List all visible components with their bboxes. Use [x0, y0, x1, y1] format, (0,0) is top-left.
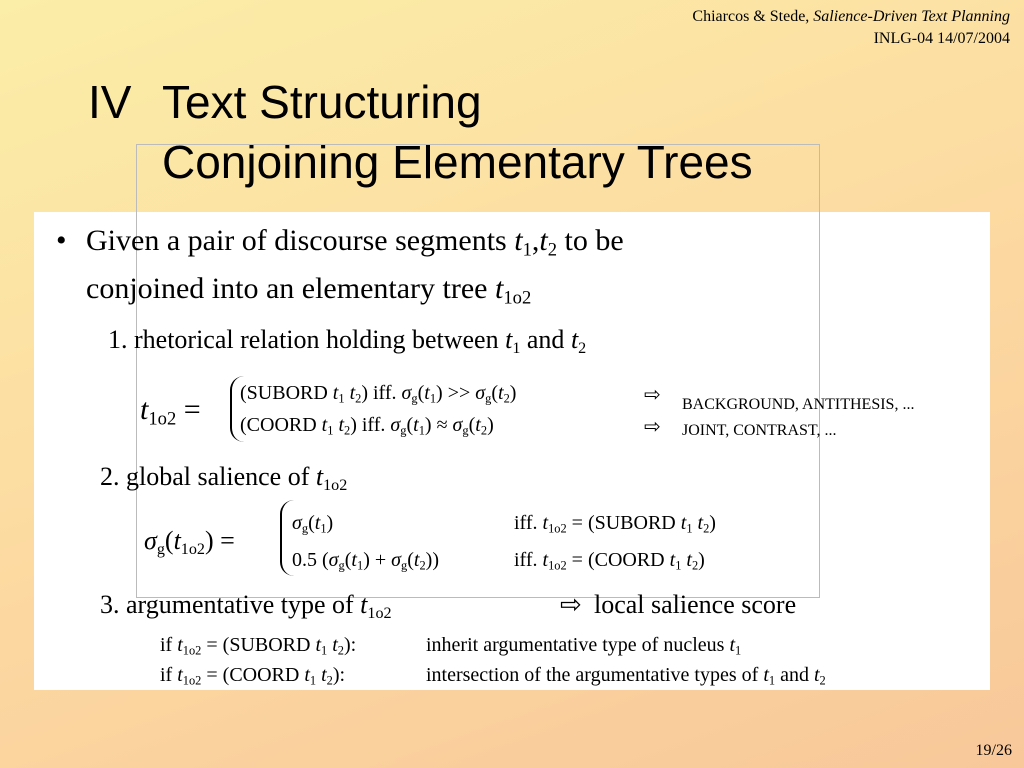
bullet-line-1: Given a pair of discourse segments $t_1,t_2$ to be: [86, 224, 624, 261]
header-venue: INLG-04 14/07/2004: [873, 30, 1010, 47]
formula2-row-2-right: iff. $t_{1o2}$ = (COORD $t_1$ $t_2$): [514, 549, 705, 573]
item-3: 3. argumentative type of $t_{1o2}$: [100, 590, 392, 622]
header-paper-title: Salience-Driven Text Planning: [813, 8, 1010, 25]
title-line-1: Text Structuring: [162, 76, 482, 128]
formula1-lhs: $t_{1o2}$ =: [140, 393, 201, 430]
title-line-2: Conjoining Elementary Trees: [162, 136, 753, 188]
formula2-row-1-right: iff. $t_{1o2}$ = (SUBORD $t_1$ $t_2$): [514, 512, 716, 536]
rule-2-condition: if $t_{1o2}$ = (COORD $t_1$ $t_2$):: [160, 664, 346, 688]
header-authors: Chiarcos & Stede,: [692, 8, 810, 25]
item-1: 1. rhetorical relation holding between $t_1$ and $t_2$: [108, 325, 587, 357]
formula1-row-1: (SUBORD $t_1$ $t_2$) iff. $\sigma_g(t_1) >> \sigma_g(t_2)$: [240, 382, 517, 406]
page-number: 19/26: [975, 742, 1012, 759]
arrow-icon: ⇨: [560, 590, 582, 619]
formula1-result-1: BACKGROUND, ANTITHESIS, ...: [682, 396, 915, 413]
rule-1-text: inherit argumentative type of nucleus $t_1$: [426, 634, 742, 658]
arrow-icon: ⇨: [644, 384, 661, 406]
formula2-row-2-left: 0.5 $(\sigma_g(t_1) + \sigma_g(t_2))$: [292, 549, 439, 573]
formula1-row-2: (COORD $t_1$ $t_2$) iff. $\sigma_g(t_1) \approx \sigma_g(t_2)$: [240, 414, 494, 438]
rule-2-text: intersection of the argumentative types of $t_1$ and $t_2$: [426, 664, 826, 688]
item-2: 2. global salience of $t_{1o2}$: [100, 462, 348, 494]
slide-header: [692, 6, 1010, 50]
formula1-result-2: JOINT, CONTRAST, ...: [682, 422, 837, 439]
formula2-lhs: $\sigma_g(t_{1o2})$ =: [144, 526, 235, 558]
rule-1-condition: if $t_{1o2}$ = (SUBORD $t_1$ $t_2$):: [160, 634, 357, 658]
arrow-icon: ⇨: [644, 416, 661, 438]
item-3-arrow-text: local salience score: [594, 590, 797, 619]
bullet-symbol: •: [56, 224, 67, 257]
formula2-row-1-left: $\sigma_g(t_1)$: [292, 512, 334, 536]
section-number: IV: [88, 76, 132, 128]
bullet-line-2: conjoined into an elementary tree $t_{1o2}$: [86, 272, 532, 309]
content-frame: [136, 144, 820, 598]
